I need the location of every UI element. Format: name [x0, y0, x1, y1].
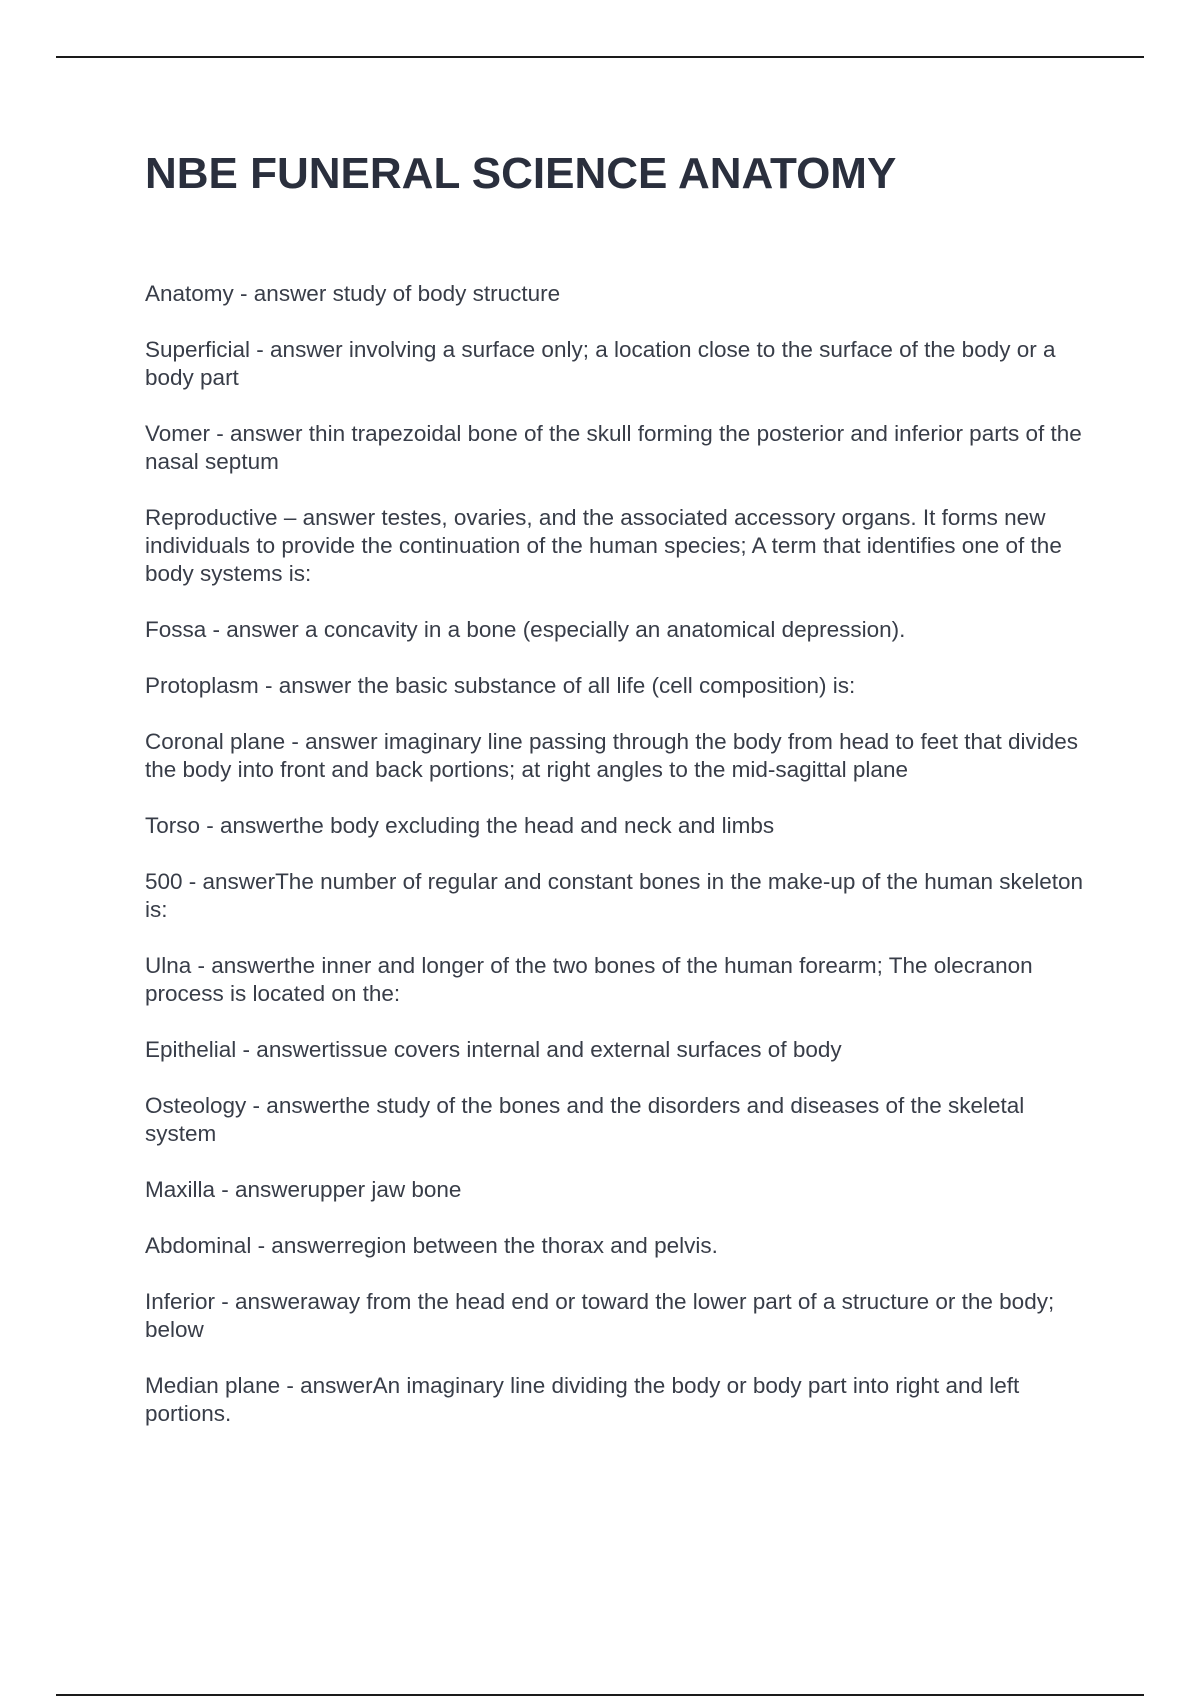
- list-item: Inferior - answeraway from the head end or toward the lower part of a structure or the body; below: [145, 1289, 1055, 1342]
- list-item: Fossa - answer a concavity in a bone (especially an anatomical depression).: [145, 617, 906, 642]
- entry-list: [145, 280, 1095, 1428]
- list-item: Anatomy - answer study of body structure: [145, 281, 561, 306]
- list-item: Median plane - answerAn imaginary line dividing the body or body part into right and left portions.: [145, 1373, 1020, 1426]
- list-item: Abdominal - answerregion between the thorax and pelvis.: [145, 1233, 718, 1258]
- list-item: Reproductive – answer testes, ovaries, and the associated accessory organs. It forms new individuals to provide the continuation of the human species; A term that identifies one of the body systems is:: [145, 505, 1062, 586]
- header-rule: [56, 56, 1144, 58]
- list-item: Ulna - answerthe inner and longer of the two bones of the human forearm; The olecranon process is located on the:: [145, 953, 1033, 1006]
- list-item: Epithelial - answertissue covers internal and external surfaces of body: [145, 1037, 842, 1062]
- document-page: [145, 148, 1095, 1456]
- list-item: Coronal plane - answer imaginary line passing through the body from head to feet that divides the body into front and back portions; at right angles to the mid-sagittal plane: [145, 729, 1079, 782]
- document-title: NBE FUNERAL SCIENCE ANATOMY: [145, 149, 897, 198]
- list-item: Osteology - answerthe study of the bones and the disorders and diseases of the skeletal system: [145, 1093, 1025, 1146]
- list-item: Superficial - answer involving a surface only; a location close to the surface of the body or a body part: [145, 337, 1056, 390]
- list-item: 500 - answerThe number of regular and constant bones in the make-up of the human skeleton is:: [145, 869, 1084, 922]
- list-item: Torso - answerthe body excluding the head and neck and limbs: [145, 813, 775, 838]
- list-item: Vomer - answer thin trapezoidal bone of the skull forming the posterior and inferior parts of the nasal septum: [145, 421, 1082, 474]
- list-item: Protoplasm - answer the basic substance of all life (cell composition) is:: [145, 673, 856, 698]
- list-item: Maxilla - answerupper jaw bone: [145, 1177, 462, 1202]
- footer-rule: [56, 1694, 1144, 1696]
